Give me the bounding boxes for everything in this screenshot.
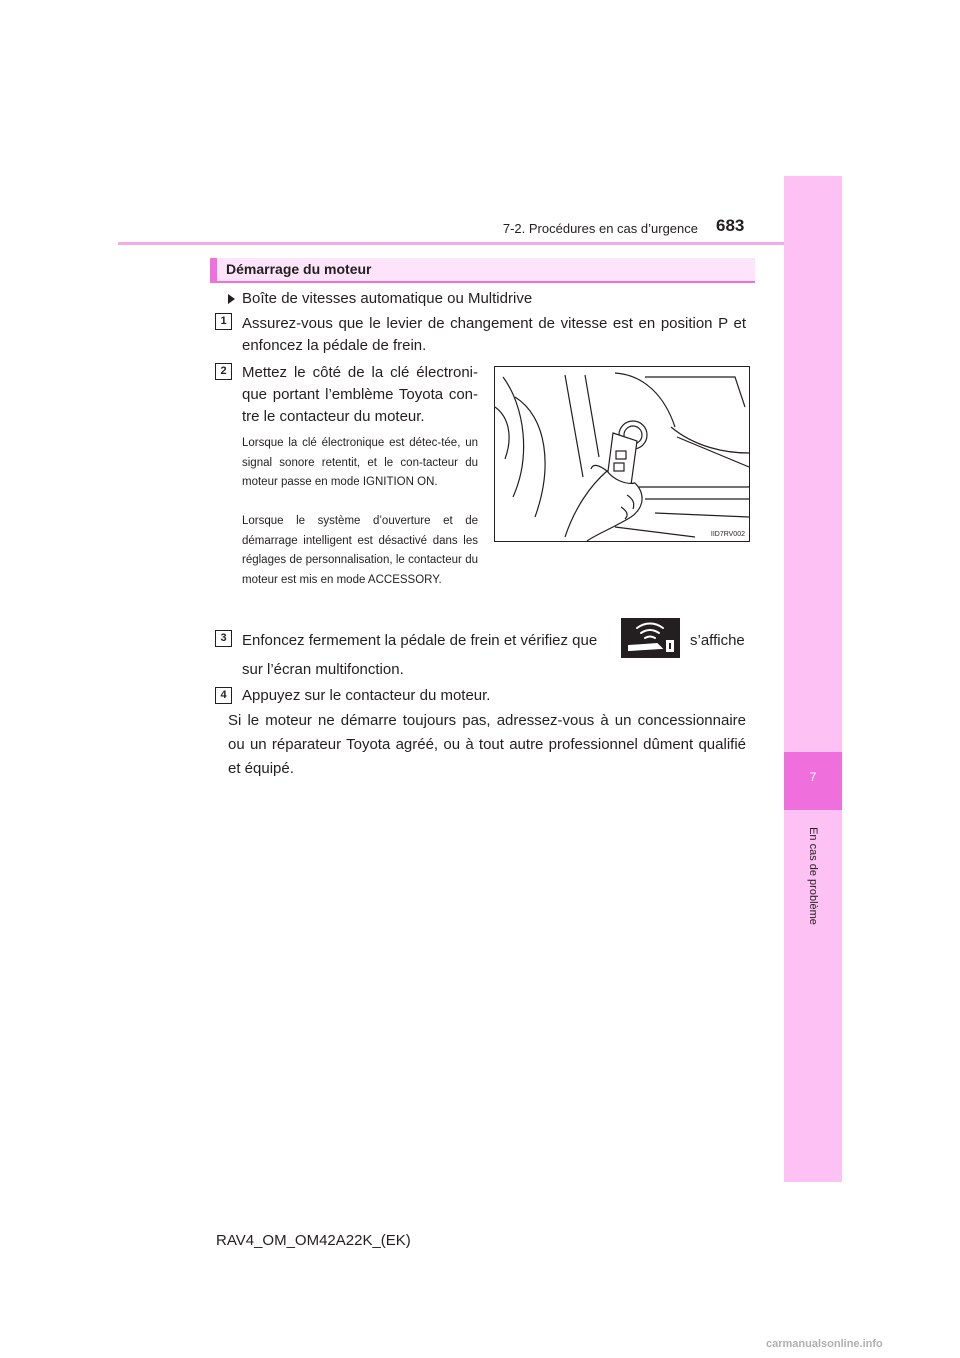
manual-code: RAV4_OM_OM42A22K_(EK) (216, 1232, 411, 1249)
step-3-text-line2: sur l’écran multifonction. (242, 661, 404, 678)
step-2-text: Mettez le côté de la clé électroni-que portant l’emblème Toyota con-tre le contacteur du moteur. (242, 364, 478, 425)
step-2-note-2: Lorsque le système d’ouverture et de démarrage intelligent est désactivé dans les réglages de personnalisation, le contacteur du moteur est mis en mode ACCESSORY. (242, 515, 478, 586)
triangle-bullet-icon (228, 294, 235, 304)
closing-paragraph: Si le moteur ne démarre toujours pas, adressez-vous à un concessionnaire ou un réparateur Toyota agréé, ou à tout autre professionnel dûment qualifié et équipé. (228, 712, 746, 777)
figure-code: IID7RV002 (710, 531, 745, 538)
transmission-label: Boîte de vitesses automatique ou Multidrive (242, 290, 533, 307)
section-title: 7-2. Procédures en cas d’urgence (502, 221, 698, 236)
chapter-title: En cas de problème (807, 827, 819, 925)
header-rule (118, 242, 842, 245)
step-3-text-after: s’affiche (690, 632, 745, 649)
step-number-1: 1 (215, 313, 232, 330)
chapter-number: 7 (809, 770, 817, 784)
step-4-text: Appuyez sur le contacteur du moteur. (242, 687, 491, 704)
section-header (210, 258, 755, 283)
step-2-note-1: Lorsque la clé électronique est détec-tée, un signal sonore retentit, et le con-tacteur du moteur passe en mode IGNITION ON. (242, 437, 478, 488)
step-1-text: Assurez-vous que le levier de changement de vitesse est en position P et enfoncez la pédale de frein. (242, 315, 746, 354)
watermark: carmanualsonline.info (766, 1338, 883, 1350)
step-3-text-before: Enfoncez fermement la pédale de frein et vérifiez que (242, 632, 598, 649)
chapter-tab (784, 176, 842, 1182)
step-number-2: 2 (215, 363, 232, 380)
page-number: 683 (716, 216, 745, 235)
hand-key-illustration-icon (494, 366, 750, 542)
step-number-3: 3 (215, 630, 232, 647)
section-header-title: Démarrage du moteur (226, 261, 372, 277)
smart-key-indicator-icon (621, 618, 680, 658)
step-number-4: 4 (215, 687, 232, 704)
